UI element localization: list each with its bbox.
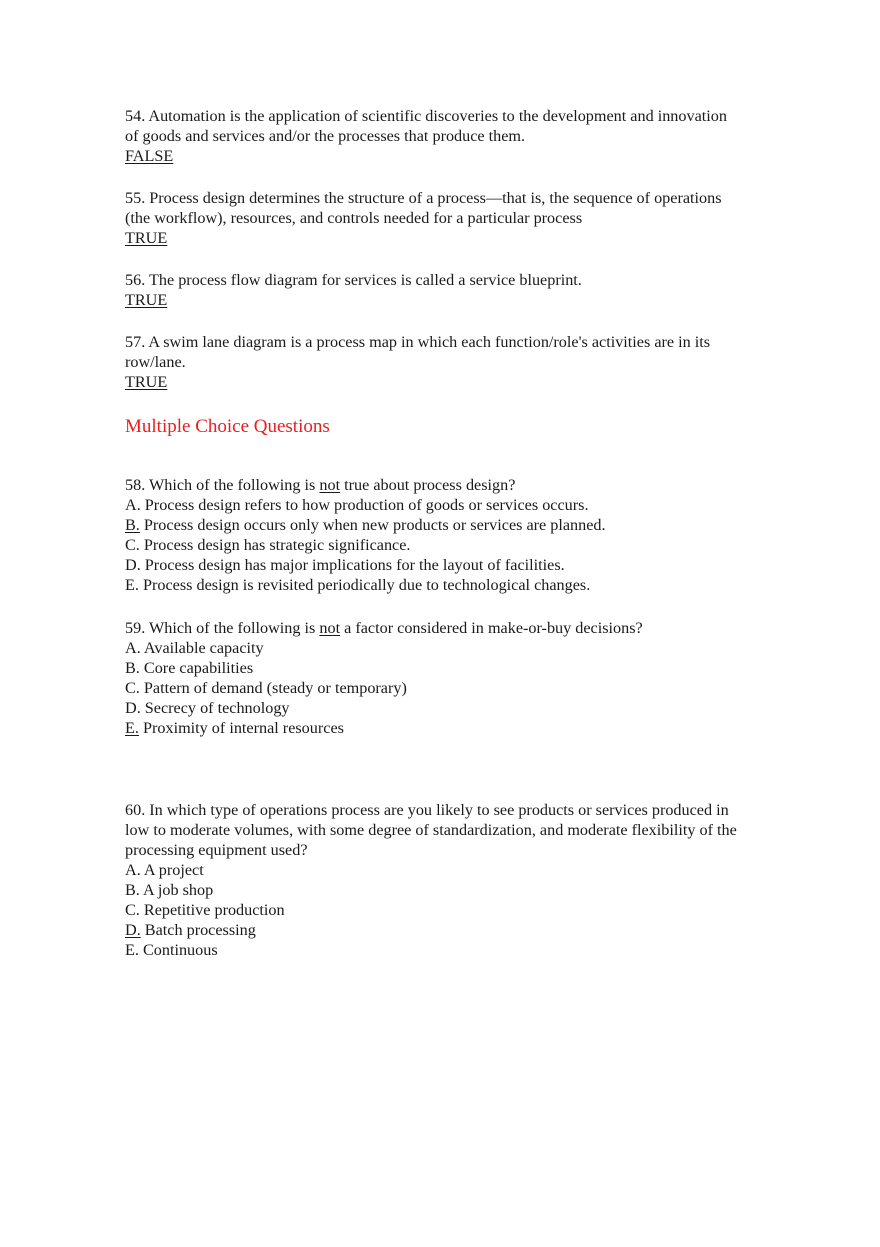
question-stem: 60. In which type of operations process are you likely to see products or services produced in	[125, 801, 729, 819]
question-56	[125, 270, 805, 310]
question-text-line: 57. A swim lane diagram is a process map in which each function/role's activities are in its	[125, 333, 711, 351]
question-text-line: 54. Automation is the application of scientific discoveries to the development and innovation	[125, 107, 727, 125]
correct-answer-marker: D.	[125, 921, 141, 939]
question-text-line: 55. Process design determines the structure of a process—that is, the sequence of operations	[125, 189, 722, 207]
option-b: B. A job shop	[125, 881, 214, 899]
option-d-correct: D. Batch processing	[125, 921, 256, 939]
question-58	[125, 475, 805, 595]
emphasis-not: not	[319, 619, 341, 637]
option-e: E. Process design is revisited periodically due to technological changes.	[125, 576, 591, 594]
question-59	[125, 618, 805, 738]
option-c: C. Pattern of demand (steady or temporary)	[125, 679, 407, 697]
question-57	[125, 332, 805, 392]
option-b: B. Core capabilities	[125, 659, 254, 677]
question-stem: processing equipment used?	[125, 841, 308, 859]
option-d: D. Secrecy of technology	[125, 699, 290, 717]
option-a: A. A project	[125, 861, 204, 879]
question-54	[125, 106, 805, 166]
question-text-line: row/lane.	[125, 353, 186, 371]
document-page	[125, 106, 805, 960]
answer-55: TRUE	[125, 229, 168, 247]
question-60	[125, 800, 805, 960]
option-e-correct: E. Proximity of internal resources	[125, 719, 344, 737]
question-stem: 58. Which of the following is not true about process design?	[125, 476, 516, 494]
question-stem: low to moderate volumes, with some degree of standardization, and moderate flexibility of the	[125, 821, 737, 839]
answer-56: TRUE	[125, 291, 168, 309]
option-a: A. Process design refers to how production of goods or services occurs.	[125, 496, 589, 514]
option-a: A. Available capacity	[125, 639, 264, 657]
question-text-line: 56. The process flow diagram for services is called a service blueprint.	[125, 271, 582, 289]
correct-answer-marker: B.	[125, 516, 140, 534]
answer-54: FALSE	[125, 147, 174, 165]
section-heading-multiple-choice: Multiple Choice Questions	[125, 416, 330, 437]
correct-answer-marker: E.	[125, 719, 139, 737]
emphasis-not: not	[319, 476, 341, 494]
question-stem: 59. Which of the following is not a factor considered in make-or-buy decisions?	[125, 619, 643, 637]
question-text-line: of goods and services and/or the processes that produce them.	[125, 127, 526, 145]
option-c: C. Repetitive production	[125, 901, 285, 919]
question-55	[125, 188, 805, 248]
question-text-line: (the workflow), resources, and controls needed for a particular process	[125, 209, 583, 227]
option-e: E. Continuous	[125, 941, 218, 959]
answer-57: TRUE	[125, 373, 168, 391]
option-b-correct: B. Process design occurs only when new products or services are planned.	[125, 516, 606, 534]
option-d: D. Process design has major implications for the layout of facilities.	[125, 556, 565, 574]
option-c: C. Process design has strategic significance.	[125, 536, 411, 554]
